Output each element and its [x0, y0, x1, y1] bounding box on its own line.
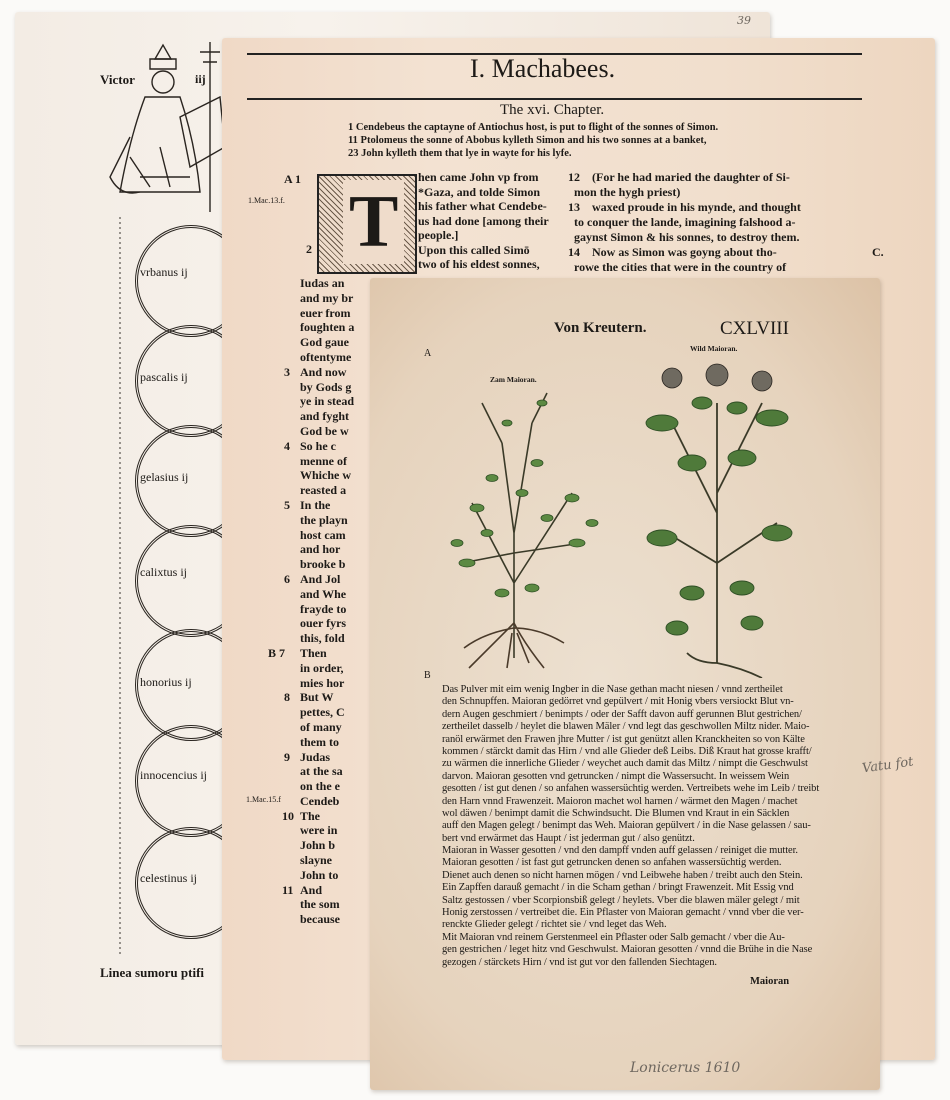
- pope-woodcut-illustration: [100, 37, 225, 217]
- text-line: dern Augen geschmiert / benimpts / oder der Safft davon auff gerunnen Blut gestrichen/: [442, 708, 802, 720]
- verse-number: 8: [284, 690, 290, 704]
- folio-number: CXLVIII: [720, 318, 789, 339]
- text-line: God gaue: [300, 335, 350, 350]
- text-line: The: [300, 808, 321, 823]
- verse-number: 10: [282, 809, 294, 823]
- text-line: Maioran gesotten / ist fast gut getruncken denen so anfahen wassersüchtig werden.: [442, 857, 782, 869]
- text-line: by Gods g: [300, 379, 352, 394]
- text-line: And: [300, 882, 323, 897]
- pope-name: pascalis ij: [140, 370, 188, 384]
- catchword: Maioran: [750, 976, 790, 987]
- section-marker-a: A: [424, 348, 432, 359]
- dropcap-letter: T: [343, 180, 404, 264]
- running-head: Von Kreutern.: [554, 320, 647, 336]
- text-line: his father what Cendebe-: [418, 199, 547, 213]
- margin-note: 1.Mac.15.f: [246, 795, 281, 804]
- text-line: ouer fyrs: [300, 616, 347, 631]
- text-line: John to: [300, 867, 339, 882]
- text-line: Mit Maioran vnd reinem Gerstenmeel ein Pflaster oder Salb gemacht / vber die Au-: [442, 931, 785, 943]
- text-line: us had done [among their: [418, 213, 549, 228]
- margin-note: A 1: [284, 172, 302, 186]
- text-line: den Schnupffen. Maioran gedörret vnd gepülvert / mit Honig vbers versiockt Blut vn-: [442, 696, 794, 708]
- text-line: rowe the cities that were in the country of: [574, 260, 787, 274]
- text-line: foughten a: [300, 320, 355, 335]
- summary-line: 1 Cendebeus the captayne of Antiochus host, is put to flight of the sonnes of Simon.: [348, 122, 719, 133]
- text-line: Maioran in Wasser gesotten / vnd den dampff vnden auff gelassen / reiniget die mutter.: [442, 845, 798, 857]
- text-line: But W: [300, 690, 334, 705]
- verse-number: 2: [306, 242, 312, 256]
- text-line: gen gestrichen / leget hitz vnd Geschwulst. Maioran gesotten / vnnd die Brühe in die Nase: [442, 944, 813, 956]
- pencil-margin-note: Vatu fot: [861, 754, 915, 777]
- verse-number: 5: [284, 498, 290, 512]
- text-line: because: [300, 912, 340, 927]
- text-line: oftentyme: [300, 349, 352, 364]
- text-line: Iudas an: [300, 276, 345, 290]
- text-line: and Whe: [300, 586, 347, 601]
- pope-name: innocencius ij: [140, 768, 207, 782]
- herbal-body-text: [442, 684, 819, 969]
- text-line: frayde to: [300, 601, 347, 616]
- left-column-top: [418, 170, 549, 272]
- pencil-attribution: Lonicerus 1610: [630, 1060, 741, 1076]
- text-line: zu wärmen die innerliche Glieder / weychet auch damit das Miltz / nimpt die Geschwulst: [442, 758, 808, 770]
- wild-marjoram-woodcut: [642, 363, 802, 678]
- pope-name: calixtus ij: [140, 565, 187, 579]
- text-line: brooke b: [300, 557, 346, 572]
- text-line: and fyght: [300, 409, 350, 424]
- text-line: Then: [300, 645, 327, 660]
- right-column: [574, 170, 801, 275]
- text-line: two of his eldest sonnes,: [418, 257, 540, 271]
- text-line: God be w: [300, 423, 349, 438]
- text-line: In the: [300, 497, 331, 512]
- text-line: kommen / stärckt damit das Hirn / vnd alle Glieder deß Leibs. Diß Kraut hat grosse krafft/: [442, 745, 812, 757]
- text-line: darvon. Maioran gesotten vnd getruncken / nimpt die Wassersucht. In weissem Wein: [442, 770, 790, 782]
- text-line: John b: [300, 838, 336, 853]
- text-line: Now as Simon was goyng about tho-: [592, 245, 777, 259]
- left-column: [300, 276, 354, 927]
- text-line: zertheilet dasselb / heylet die blawen Mäler / vnd legt das geschwollen Miltz nider. Maio-: [442, 721, 810, 733]
- text-line: to conquer the lande, imagining falshood a-: [574, 215, 796, 229]
- verse-number: 4: [284, 439, 290, 453]
- text-line: mon the hygh priest): [574, 185, 681, 199]
- verse-number: 3: [284, 365, 290, 379]
- text-line: slayne: [300, 853, 333, 868]
- text-line: waxed proude in his mynde, and thought: [592, 200, 801, 214]
- text-line: Honig zerstossen / vertreibet die. Ein Pflaster von Maioran gemacht / vnnd vber die ver-: [442, 907, 804, 919]
- text-line: ye in stead: [300, 394, 354, 409]
- text-line: menne of: [300, 453, 347, 468]
- margin-note: C.: [872, 245, 884, 259]
- verse-number: 11: [282, 883, 294, 897]
- pope-suffix: iij: [195, 72, 206, 86]
- text-line: Dienet auch denen so nicht harnen mögen / vnd Leibwehe haben / treibt auch den Stein.: [442, 869, 803, 881]
- text-line: at the sa: [300, 764, 343, 779]
- text-line: host cam: [300, 527, 346, 542]
- text-line: hen came John vp from: [418, 170, 539, 184]
- plant-label-tame: Zam Maioran.: [490, 375, 537, 384]
- text-line: Whiche w: [300, 468, 351, 483]
- text-line: And Jol: [300, 571, 341, 586]
- text-line: the playn: [300, 512, 348, 527]
- text-line: them to: [300, 734, 339, 749]
- verse-number: 6: [284, 572, 290, 586]
- plant-label-wild: Wild Maioran.: [690, 344, 738, 353]
- text-line: of many: [300, 719, 342, 734]
- chapter-summary: [348, 121, 718, 160]
- text-line: Cendeb: [300, 793, 340, 808]
- pope-label: Victor: [100, 72, 135, 87]
- lineage-footer: Linea sumoru ptifi: [100, 965, 205, 980]
- text-line: den Harn vnnd Frawenzeit. Maioron machet wol harnen / wärmet den Magen / machet: [442, 795, 798, 807]
- text-line: the som: [300, 897, 340, 912]
- pope-name: celestinus ij: [140, 871, 197, 885]
- verse-number: 14: [568, 245, 580, 259]
- text-line: were in: [300, 823, 338, 838]
- text-line: So he c: [300, 438, 336, 453]
- text-line: gesotten / ist gut denen / so anfahen wassersüchtig werden. Vertreibets wehe im Leib / treibt: [442, 783, 820, 795]
- text-line: on the e: [300, 779, 340, 794]
- text-line: in order,: [300, 660, 344, 675]
- chapter-heading: The xvi. Chapter.: [500, 102, 605, 118]
- text-line: auff den Magen gelegt / benimpt das Weh. Maioran gepülvert / in die Nase gelassen / sau-: [442, 820, 811, 832]
- text-line: Upon this called Simō: [418, 242, 530, 257]
- text-line: renckte Glieder gelegt / richtet sie / vnd leget das Weh.: [442, 919, 667, 931]
- lineage-line: [115, 217, 125, 957]
- verse-number: B 7: [268, 646, 286, 660]
- text-line: (For he had maried the daughter of Si-: [592, 170, 790, 184]
- text-line: this, fold: [300, 631, 345, 646]
- pope-name: vrbanus ij: [140, 265, 188, 279]
- text-line: reasted a: [300, 483, 347, 498]
- text-line: euer from: [300, 305, 351, 320]
- section-marker-b: B: [424, 670, 431, 681]
- text-line: And now: [300, 364, 347, 379]
- header-rule: [247, 98, 862, 100]
- text-line: Saltz gestossen / vber Scorpionsbiß gelegt / heylets. Vber die blawen mäler gelegt / mit: [442, 894, 800, 906]
- text-line: ranöl erwärmet den Frawen jhre Mutter / ist gut genützt allen Kranckheiten so von Kälte: [442, 733, 805, 745]
- margin-note: 1.Mac.13.f.: [248, 196, 285, 205]
- text-line: *Gaza, and tolde Simon: [418, 184, 541, 199]
- verse-number: 13: [568, 200, 580, 214]
- tame-marjoram-woodcut: [432, 383, 607, 673]
- book-title: I. Machabees.: [470, 54, 616, 83]
- summary-line: 23 John kylleth them that lye in wayte for his lyfe.: [348, 148, 572, 159]
- decorated-initial: [317, 174, 417, 274]
- text-line: bert vnd erwärmet das Haupt / ist jederman gut / also genützt.: [442, 832, 695, 844]
- text-line: Das Pulver mit eim wenig Ingber in die Nase gethan macht niesen / vnnd zertheilet: [442, 684, 783, 695]
- front-page-herbal: [370, 278, 880, 1090]
- text-line: mies hor: [300, 675, 345, 690]
- text-line: and hor: [300, 542, 341, 557]
- text-line: wol däwen / benimpt damit die Schwindsucht. Die Blumen vnd Kraut in ein Säcklen: [442, 807, 790, 819]
- text-line: Ein Zapffen darauß gemacht / in die Scham gethan / bringt Frawenzeit. Mit Essig vnd: [442, 882, 794, 894]
- pope-name: gelasius ij: [140, 470, 189, 484]
- text-line: gaynst Simon & his sonnes, to destroy them.: [574, 230, 800, 244]
- summary-line: 11 Ptolomeus the sonne of Abobus kylleth Simon and his two sonnes at a banket,: [348, 135, 707, 146]
- text-line: gezogen / stärckets Hirn / vnd ist gut vor den fallenden Siechtagen.: [442, 956, 717, 968]
- text-line: Judas: [300, 749, 331, 764]
- text-line: pettes, C: [300, 705, 345, 720]
- pope-name: honorius ij: [140, 675, 192, 689]
- text-line: people.]: [418, 228, 459, 242]
- corner-page-number: 39: [737, 14, 751, 27]
- verse-number: 12: [568, 170, 580, 184]
- text-line: and my br: [300, 290, 354, 305]
- verse-number: 9: [284, 750, 290, 764]
